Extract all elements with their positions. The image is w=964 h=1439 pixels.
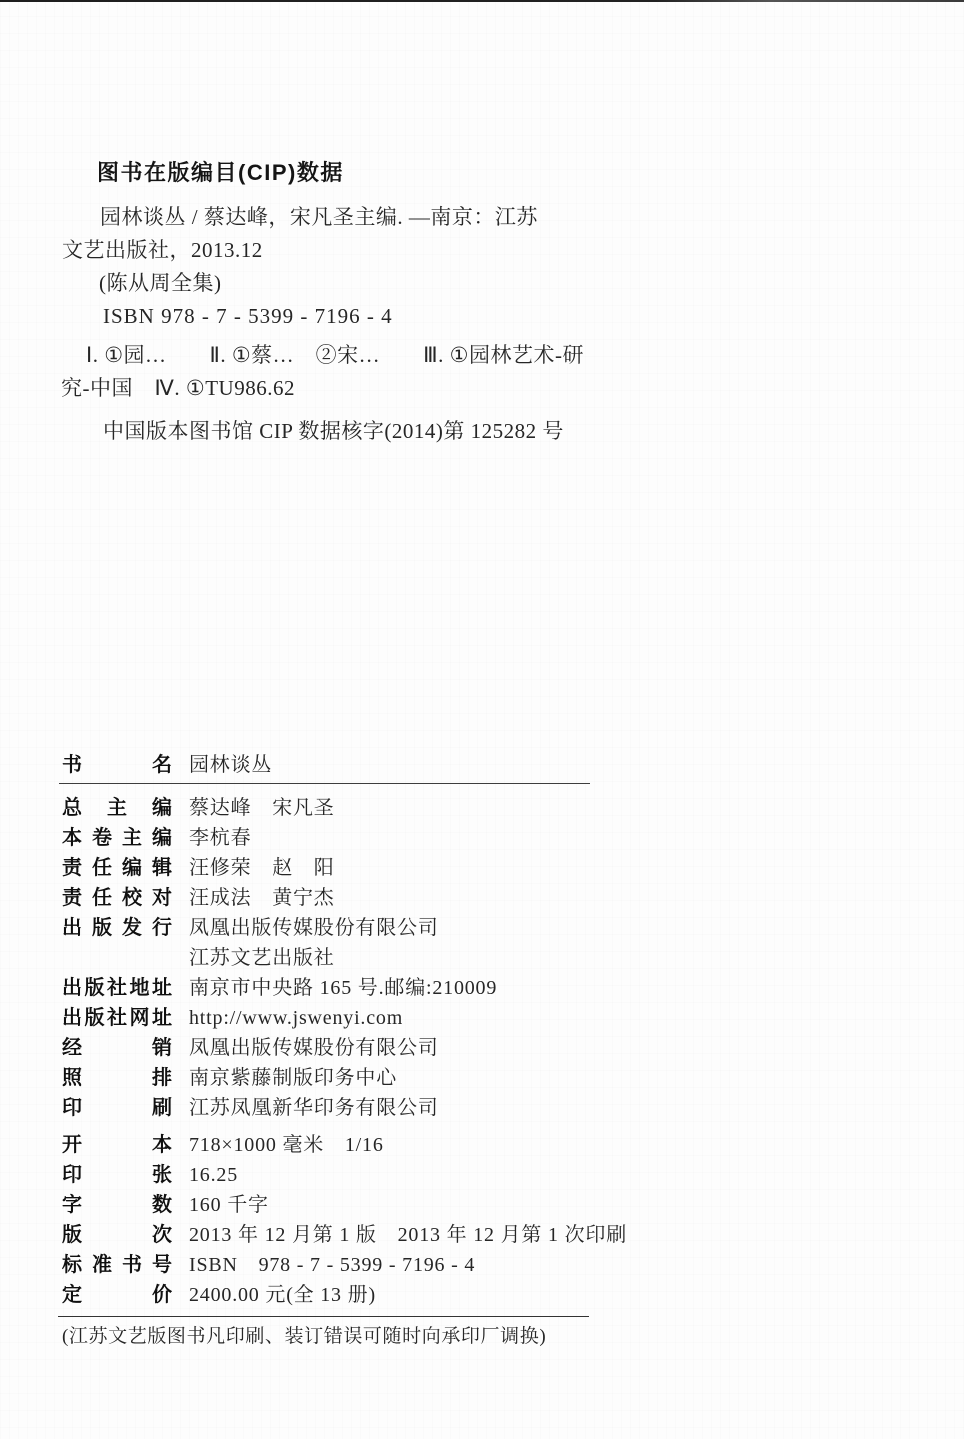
- cip-isbn-line: ISBN 978 - 7 - 5399 - 7196 - 4: [103, 304, 393, 328]
- colophon-row: [62, 1250, 592, 1280]
- colophon-row: [62, 1003, 592, 1033]
- row-label: [62, 1130, 172, 1160]
- row-value: ISBN 978 - 7 - 5399 - 7196 - 4: [189, 1254, 476, 1276]
- row-label: [62, 1220, 172, 1250]
- colophon-row: [62, 1033, 592, 1063]
- row-value: 汪修荣 赵 阳: [189, 857, 335, 879]
- label-char: 张: [152, 1164, 172, 1186]
- label-char: 刷: [152, 1097, 172, 1119]
- label-char: 址: [152, 1007, 172, 1029]
- colophon-row: [62, 883, 592, 913]
- colophon-row: [62, 793, 592, 823]
- row-value-second-line: 江苏文艺出版社: [189, 947, 335, 969]
- label-char: 任: [92, 887, 112, 909]
- colophon-row: [62, 1280, 592, 1310]
- cip-classification-line-2: 究-中国 Ⅳ. ①TU986.62: [61, 376, 295, 400]
- colophon-row: [62, 752, 592, 778]
- row-value: 718×1000 毫米 1/16: [189, 1134, 384, 1156]
- printing-error-footnote: (江苏文艺版图书凡印刷、装订错误可随时向承印厂调换): [62, 1326, 547, 1347]
- label-char: 书: [62, 754, 82, 776]
- label-char: 社: [107, 1007, 127, 1029]
- label-char: 卷: [92, 827, 112, 849]
- label-char: 对: [152, 887, 172, 909]
- cip-header: 图书在版编目(CIP)数据: [97, 160, 344, 185]
- row-label: [62, 752, 172, 778]
- colophon-row: [62, 853, 592, 883]
- row-value: 160 千字: [189, 1194, 269, 1216]
- colophon-row: [62, 973, 592, 1003]
- row-value: 凤凰出版传媒股份有限公司: [189, 1037, 439, 1059]
- label-char: 本: [152, 1134, 172, 1156]
- label-char: 网: [129, 1007, 150, 1029]
- label-char: 名: [152, 754, 172, 776]
- label-char: 准: [92, 1254, 112, 1276]
- label-char: 价: [152, 1284, 172, 1306]
- label-char: 书: [122, 1254, 142, 1276]
- row-label: [62, 913, 172, 943]
- cip-publisher-line: 文艺出版社，2013.12: [62, 238, 263, 262]
- label-char: 版: [84, 1007, 105, 1029]
- label-char: 主: [122, 827, 142, 849]
- label-char: 出: [62, 977, 82, 999]
- row-label: [62, 973, 172, 1003]
- label-char: 字: [62, 1194, 82, 1216]
- label-char: 号: [152, 1254, 172, 1276]
- row-value: 16.25: [189, 1164, 238, 1186]
- row-label: [62, 883, 172, 913]
- label-char: 版: [62, 1224, 82, 1246]
- label-char: 排: [152, 1067, 172, 1089]
- label-char: 版: [84, 977, 105, 999]
- row-value: 凤凰出版传媒股份有限公司 江苏文艺出版社: [189, 913, 439, 973]
- label-char: 地: [129, 977, 150, 999]
- label-char: 开: [62, 1134, 82, 1156]
- label-char: 辑: [152, 857, 172, 879]
- title-divider: [59, 783, 590, 784]
- label-char: 编: [152, 797, 172, 819]
- label-char: 任: [92, 857, 112, 879]
- row-value: 江苏凤凰新华印务有限公司: [189, 1097, 439, 1119]
- label-char: 出: [62, 1007, 82, 1029]
- cip-title-statement: 园林谈丛 / 蔡达峰，宋凡圣主编. —南京：江苏: [100, 205, 538, 229]
- label-char: 印: [62, 1097, 82, 1119]
- cip-classification-line-1: Ⅰ. ①园… Ⅱ. ①蔡… ②宋… Ⅲ. ①园林艺术-研: [86, 343, 584, 367]
- row-value: 汪成法 黄宁杰: [189, 887, 335, 909]
- colophon-rows: [62, 752, 627, 1310]
- row-label: [62, 1160, 172, 1190]
- row-value: 李杭春: [189, 827, 252, 849]
- label-char: 印: [62, 1164, 82, 1186]
- colophon-row: [62, 1130, 592, 1160]
- label-char: 定: [62, 1284, 82, 1306]
- colophon-row: [62, 823, 592, 853]
- bottom-divider: [58, 1316, 589, 1317]
- colophon-row: [62, 1220, 627, 1250]
- row-value: 南京紫藤制版印务中心: [189, 1067, 397, 1089]
- row-label: [62, 823, 172, 853]
- label-char: 址: [152, 977, 172, 999]
- colophon-row: [62, 1093, 592, 1123]
- row-label: [62, 1093, 172, 1123]
- colophon-row: [62, 1063, 592, 1093]
- colophon-row: [62, 1160, 592, 1190]
- row-label: [62, 1033, 172, 1063]
- label-char: 责: [62, 887, 82, 909]
- label-char: 校: [122, 887, 142, 909]
- row-value: 园林谈丛: [189, 754, 273, 776]
- cip-series-line: (陈从周全集): [99, 271, 222, 295]
- label-char: 本: [62, 827, 82, 849]
- label-char: 发: [122, 917, 142, 939]
- cip-record-number-line: 中国版本图书馆 CIP 数据核字(2014)第 125282 号: [103, 419, 564, 443]
- label-char: 责: [62, 857, 82, 879]
- label-char: 销: [152, 1037, 172, 1059]
- label-char: 社: [107, 977, 127, 999]
- row-value: 2013 年 12 月第 1 版 2013 年 12 月第 1 次印刷: [189, 1224, 627, 1246]
- label-char: 经: [62, 1037, 82, 1059]
- cip-data-block: [61, 160, 621, 448]
- label-char: 总: [62, 797, 82, 819]
- label-char: 出: [62, 917, 82, 939]
- scan-edge-artifact: [0, 0, 964, 2]
- row-label: [62, 793, 172, 823]
- colophon-row: [62, 1190, 592, 1220]
- row-value: 南京市中央路 165 号.邮编:210009: [189, 977, 498, 999]
- row-value: 2400.00 元(全 13 册): [189, 1284, 376, 1306]
- colophon-row: [62, 913, 592, 973]
- row-label: [62, 1063, 172, 1093]
- row-label: [62, 853, 172, 883]
- row-label: [62, 1250, 172, 1280]
- label-char: 次: [152, 1224, 172, 1246]
- label-char: 标: [62, 1254, 82, 1276]
- label-char: 版: [92, 917, 112, 939]
- row-label: [62, 1280, 172, 1310]
- row-label: [62, 1190, 172, 1220]
- label-char: 编: [152, 827, 172, 849]
- row-value: 蔡达峰 宋凡圣: [189, 797, 335, 819]
- colophon-table: [62, 752, 627, 1349]
- label-char: 行: [152, 917, 172, 939]
- label-char: 主: [107, 797, 127, 819]
- row-label: [62, 1003, 172, 1033]
- label-char: 数: [152, 1194, 172, 1216]
- row-value: http://www.jswenyi.com: [189, 1007, 404, 1029]
- label-char: 照: [62, 1067, 82, 1089]
- label-char: 编: [122, 857, 142, 879]
